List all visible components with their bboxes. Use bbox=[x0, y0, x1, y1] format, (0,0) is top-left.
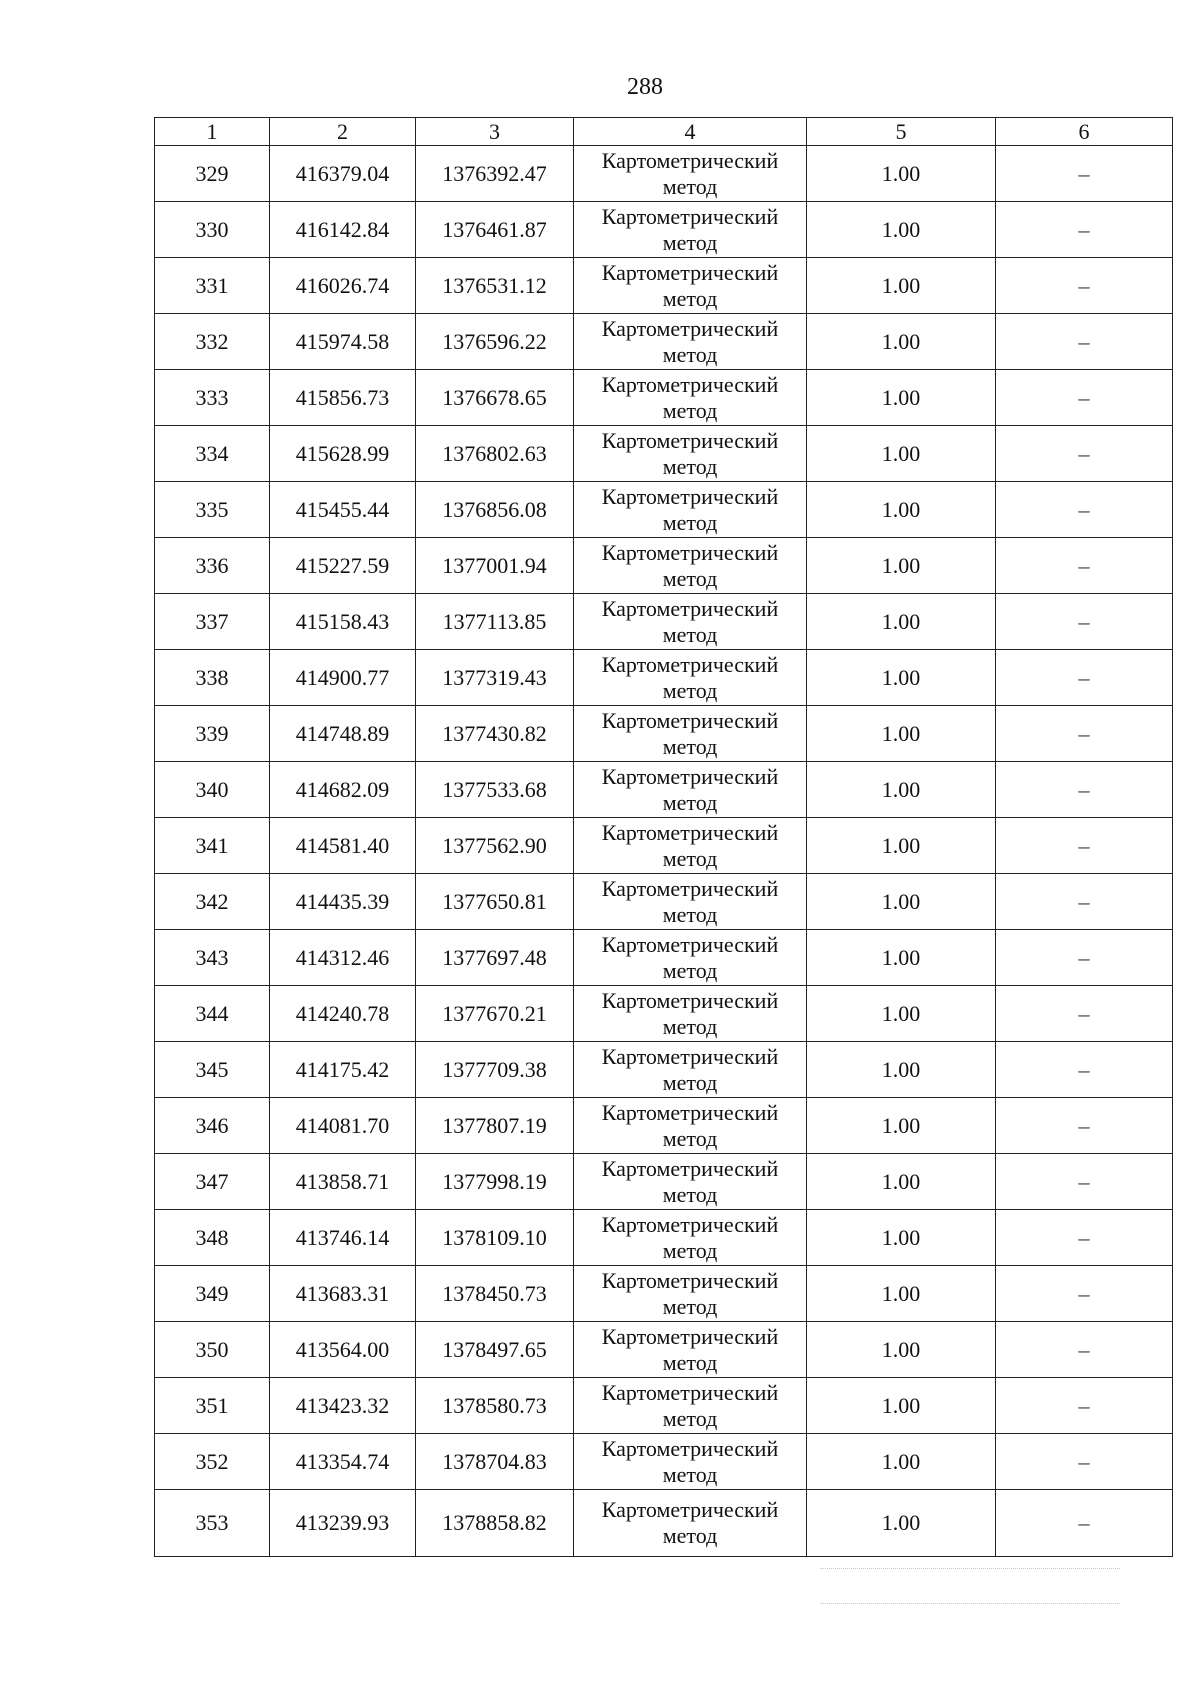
method-cell: Картометрический метод bbox=[574, 1210, 807, 1266]
x-coordinate-cell: 414682.09 bbox=[270, 762, 416, 818]
note-cell: – bbox=[996, 1210, 1173, 1266]
accuracy-cell: 1.00 bbox=[807, 818, 996, 874]
x-coordinate-cell: 415856.73 bbox=[270, 370, 416, 426]
note-cell: – bbox=[996, 370, 1173, 426]
accuracy-cell: 1.00 bbox=[807, 426, 996, 482]
point-number-cell: 341 bbox=[155, 818, 270, 874]
table-row bbox=[155, 874, 1173, 930]
table-row bbox=[155, 930, 1173, 986]
point-number-cell: 329 bbox=[155, 146, 270, 202]
method-cell: Картометрический метод bbox=[574, 1154, 807, 1210]
y-coordinate-cell: 1378109.10 bbox=[416, 1210, 574, 1266]
method-cell: Картометрический метод bbox=[574, 1322, 807, 1378]
y-coordinate-cell: 1377113.85 bbox=[416, 594, 574, 650]
method-cell: Картометрический метод bbox=[574, 706, 807, 762]
table-row bbox=[155, 986, 1173, 1042]
x-coordinate-cell: 413239.93 bbox=[270, 1490, 416, 1557]
note-cell: – bbox=[996, 1098, 1173, 1154]
y-coordinate-cell: 1377430.82 bbox=[416, 706, 574, 762]
note-cell: – bbox=[996, 482, 1173, 538]
method-cell: Картометрический метод bbox=[574, 1266, 807, 1322]
table-row bbox=[155, 426, 1173, 482]
header-row bbox=[155, 118, 1173, 146]
table-row bbox=[155, 1042, 1173, 1098]
y-coordinate-cell: 1376392.47 bbox=[416, 146, 574, 202]
y-coordinate-cell: 1376531.12 bbox=[416, 258, 574, 314]
accuracy-cell: 1.00 bbox=[807, 1490, 996, 1557]
faded-stamp-trace bbox=[820, 1540, 1120, 1630]
x-coordinate-cell: 415227.59 bbox=[270, 538, 416, 594]
y-coordinate-cell: 1377807.19 bbox=[416, 1098, 574, 1154]
x-coordinate-cell: 414240.78 bbox=[270, 986, 416, 1042]
table-row bbox=[155, 594, 1173, 650]
accuracy-cell: 1.00 bbox=[807, 930, 996, 986]
accuracy-cell: 1.00 bbox=[807, 1378, 996, 1434]
table-row bbox=[155, 1210, 1173, 1266]
point-number-cell: 332 bbox=[155, 314, 270, 370]
note-cell: – bbox=[996, 538, 1173, 594]
point-number-cell: 335 bbox=[155, 482, 270, 538]
table-row bbox=[155, 314, 1173, 370]
y-coordinate-cell: 1376856.08 bbox=[416, 482, 574, 538]
note-cell: – bbox=[996, 1378, 1173, 1434]
method-cell: Картометрический метод bbox=[574, 202, 807, 258]
x-coordinate-cell: 416379.04 bbox=[270, 146, 416, 202]
accuracy-cell: 1.00 bbox=[807, 202, 996, 258]
accuracy-cell: 1.00 bbox=[807, 762, 996, 818]
method-cell: Картометрический метод bbox=[574, 370, 807, 426]
table-header bbox=[155, 118, 1173, 146]
accuracy-cell: 1.00 bbox=[807, 1042, 996, 1098]
method-cell: Картометрический метод bbox=[574, 314, 807, 370]
y-coordinate-cell: 1378580.73 bbox=[416, 1378, 574, 1434]
y-coordinate-cell: 1378497.65 bbox=[416, 1322, 574, 1378]
x-coordinate-cell: 413858.71 bbox=[270, 1154, 416, 1210]
table-row bbox=[155, 370, 1173, 426]
y-coordinate-cell: 1377998.19 bbox=[416, 1154, 574, 1210]
method-cell: Картометрический метод bbox=[574, 986, 807, 1042]
accuracy-cell: 1.00 bbox=[807, 1098, 996, 1154]
note-cell: – bbox=[996, 202, 1173, 258]
accuracy-cell: 1.00 bbox=[807, 650, 996, 706]
point-number-cell: 346 bbox=[155, 1098, 270, 1154]
method-cell: Картометрический метод bbox=[574, 538, 807, 594]
page-number: 288 bbox=[627, 74, 663, 100]
y-coordinate-cell: 1377562.90 bbox=[416, 818, 574, 874]
table-row bbox=[155, 650, 1173, 706]
x-coordinate-cell: 416142.84 bbox=[270, 202, 416, 258]
accuracy-cell: 1.00 bbox=[807, 370, 996, 426]
method-cell: Картометрический метод bbox=[574, 594, 807, 650]
accuracy-cell: 1.00 bbox=[807, 1210, 996, 1266]
x-coordinate-cell: 415974.58 bbox=[270, 314, 416, 370]
accuracy-cell: 1.00 bbox=[807, 1266, 996, 1322]
accuracy-cell: 1.00 bbox=[807, 146, 996, 202]
note-cell: – bbox=[996, 818, 1173, 874]
note-cell: – bbox=[996, 1154, 1173, 1210]
method-cell: Картометрический метод bbox=[574, 1378, 807, 1434]
x-coordinate-cell: 413354.74 bbox=[270, 1434, 416, 1490]
method-cell: Картометрический метод bbox=[574, 1098, 807, 1154]
accuracy-cell: 1.00 bbox=[807, 538, 996, 594]
x-coordinate-cell: 414748.89 bbox=[270, 706, 416, 762]
x-coordinate-cell: 414175.42 bbox=[270, 1042, 416, 1098]
note-cell: – bbox=[996, 1490, 1173, 1557]
table-row bbox=[155, 482, 1173, 538]
y-coordinate-cell: 1377319.43 bbox=[416, 650, 574, 706]
accuracy-cell: 1.00 bbox=[807, 1434, 996, 1490]
point-number-cell: 345 bbox=[155, 1042, 270, 1098]
accuracy-cell: 1.00 bbox=[807, 1154, 996, 1210]
x-coordinate-cell: 416026.74 bbox=[270, 258, 416, 314]
method-cell: Картометрический метод bbox=[574, 482, 807, 538]
x-coordinate-cell: 415158.43 bbox=[270, 594, 416, 650]
point-number-cell: 337 bbox=[155, 594, 270, 650]
note-cell: – bbox=[996, 258, 1173, 314]
note-cell: – bbox=[996, 314, 1173, 370]
accuracy-cell: 1.00 bbox=[807, 314, 996, 370]
point-number-cell: 342 bbox=[155, 874, 270, 930]
y-coordinate-cell: 1377650.81 bbox=[416, 874, 574, 930]
point-number-cell: 340 bbox=[155, 762, 270, 818]
y-coordinate-cell: 1377533.68 bbox=[416, 762, 574, 818]
x-coordinate-cell: 413423.32 bbox=[270, 1378, 416, 1434]
table-row bbox=[155, 146, 1173, 202]
method-cell: Картометрический метод bbox=[574, 930, 807, 986]
point-number-cell: 339 bbox=[155, 706, 270, 762]
point-number-cell: 352 bbox=[155, 1434, 270, 1490]
table-row bbox=[155, 762, 1173, 818]
method-cell: Картометрический метод bbox=[574, 818, 807, 874]
note-cell: – bbox=[996, 426, 1173, 482]
x-coordinate-cell: 413746.14 bbox=[270, 1210, 416, 1266]
y-coordinate-cell: 1377001.94 bbox=[416, 538, 574, 594]
method-cell: Картометрический метод bbox=[574, 874, 807, 930]
table-row bbox=[155, 1378, 1173, 1434]
y-coordinate-cell: 1376596.22 bbox=[416, 314, 574, 370]
point-number-cell: 344 bbox=[155, 986, 270, 1042]
method-cell: Картометрический метод bbox=[574, 1434, 807, 1490]
point-number-cell: 343 bbox=[155, 930, 270, 986]
point-number-cell: 336 bbox=[155, 538, 270, 594]
method-cell: Картометрический метод bbox=[574, 146, 807, 202]
point-number-cell: 330 bbox=[155, 202, 270, 258]
x-coordinate-cell: 415628.99 bbox=[270, 426, 416, 482]
y-coordinate-cell: 1378858.82 bbox=[416, 1490, 574, 1557]
header-col-2: 2 bbox=[270, 118, 416, 146]
x-coordinate-cell: 413683.31 bbox=[270, 1266, 416, 1322]
point-number-cell: 331 bbox=[155, 258, 270, 314]
x-coordinate-cell: 415455.44 bbox=[270, 482, 416, 538]
note-cell: – bbox=[996, 1266, 1173, 1322]
y-coordinate-cell: 1378704.83 bbox=[416, 1434, 574, 1490]
method-cell: Картометрический метод bbox=[574, 426, 807, 482]
x-coordinate-cell: 414581.40 bbox=[270, 818, 416, 874]
point-number-cell: 347 bbox=[155, 1154, 270, 1210]
table-body bbox=[155, 146, 1173, 1557]
y-coordinate-cell: 1377709.38 bbox=[416, 1042, 574, 1098]
point-number-cell: 353 bbox=[155, 1490, 270, 1557]
note-cell: – bbox=[996, 874, 1173, 930]
table-row bbox=[155, 1154, 1173, 1210]
x-coordinate-cell: 414312.46 bbox=[270, 930, 416, 986]
header-col-4: 4 bbox=[574, 118, 807, 146]
method-cell: Картометрический метод bbox=[574, 1490, 807, 1557]
table-row bbox=[155, 1266, 1173, 1322]
accuracy-cell: 1.00 bbox=[807, 258, 996, 314]
y-coordinate-cell: 1376461.87 bbox=[416, 202, 574, 258]
point-number-cell: 348 bbox=[155, 1210, 270, 1266]
y-coordinate-cell: 1378450.73 bbox=[416, 1266, 574, 1322]
table-row bbox=[155, 538, 1173, 594]
accuracy-cell: 1.00 bbox=[807, 986, 996, 1042]
table-row bbox=[155, 1434, 1173, 1490]
note-cell: – bbox=[996, 986, 1173, 1042]
coordinates-table bbox=[154, 117, 1173, 1557]
accuracy-cell: 1.00 bbox=[807, 706, 996, 762]
table-row bbox=[155, 202, 1173, 258]
note-cell: – bbox=[996, 146, 1173, 202]
accuracy-cell: 1.00 bbox=[807, 1322, 996, 1378]
method-cell: Картометрический метод bbox=[574, 258, 807, 314]
method-cell: Картометрический метод bbox=[574, 762, 807, 818]
header-col-6: 6 bbox=[996, 118, 1173, 146]
header-col-5: 5 bbox=[807, 118, 996, 146]
point-number-cell: 350 bbox=[155, 1322, 270, 1378]
method-cell: Картометрический метод bbox=[574, 650, 807, 706]
y-coordinate-cell: 1377670.21 bbox=[416, 986, 574, 1042]
point-number-cell: 351 bbox=[155, 1378, 270, 1434]
table-row bbox=[155, 258, 1173, 314]
table-row bbox=[155, 1322, 1173, 1378]
header-col-1: 1 bbox=[155, 118, 270, 146]
accuracy-cell: 1.00 bbox=[807, 874, 996, 930]
note-cell: – bbox=[996, 1042, 1173, 1098]
note-cell: – bbox=[996, 1434, 1173, 1490]
x-coordinate-cell: 414435.39 bbox=[270, 874, 416, 930]
point-number-cell: 334 bbox=[155, 426, 270, 482]
point-number-cell: 338 bbox=[155, 650, 270, 706]
point-number-cell: 349 bbox=[155, 1266, 270, 1322]
note-cell: – bbox=[996, 762, 1173, 818]
x-coordinate-cell: 413564.00 bbox=[270, 1322, 416, 1378]
accuracy-cell: 1.00 bbox=[807, 482, 996, 538]
note-cell: – bbox=[996, 650, 1173, 706]
header-col-3: 3 bbox=[416, 118, 574, 146]
table-row bbox=[155, 818, 1173, 874]
accuracy-cell: 1.00 bbox=[807, 594, 996, 650]
note-cell: – bbox=[996, 706, 1173, 762]
y-coordinate-cell: 1377697.48 bbox=[416, 930, 574, 986]
table-row bbox=[155, 1098, 1173, 1154]
point-number-cell: 333 bbox=[155, 370, 270, 426]
table-row bbox=[155, 706, 1173, 762]
note-cell: – bbox=[996, 930, 1173, 986]
note-cell: – bbox=[996, 1322, 1173, 1378]
method-cell: Картометрический метод bbox=[574, 1042, 807, 1098]
note-cell: – bbox=[996, 594, 1173, 650]
x-coordinate-cell: 414081.70 bbox=[270, 1098, 416, 1154]
x-coordinate-cell: 414900.77 bbox=[270, 650, 416, 706]
y-coordinate-cell: 1376802.63 bbox=[416, 426, 574, 482]
y-coordinate-cell: 1376678.65 bbox=[416, 370, 574, 426]
